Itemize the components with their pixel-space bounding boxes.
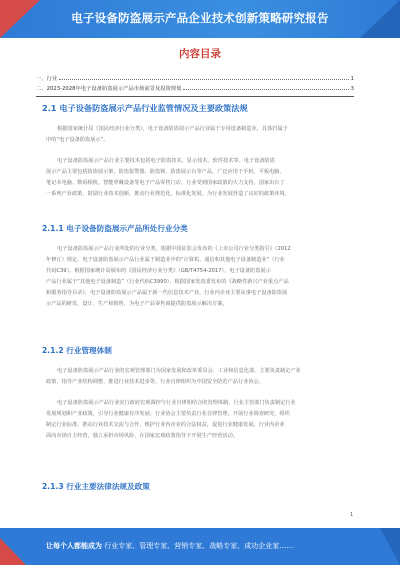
- paragraph: [46, 244, 352, 310]
- toc-leader-dots: [183, 89, 348, 90]
- paragraph: [46, 366, 352, 388]
- toc-item-page: 3: [350, 86, 354, 92]
- toc-leader-dots: [59, 79, 348, 80]
- toc-item[interactable]: [36, 82, 354, 92]
- page-number: 1: [350, 512, 354, 518]
- text-line: 面向市场自主经营，独立承担市场风险，在国家宏观政策指导下开展生产经营活动。: [46, 433, 238, 439]
- paragraph: [46, 398, 352, 442]
- toc-divider: [36, 96, 354, 97]
- footer-slogan-text: 行业专家、管理专家、营销专家、战略专家、成功企业家……: [104, 542, 294, 550]
- text-line: 电子设备防盗展示产品行业所处的行业分类，根据中国证监会发布的《上市公司行业分类指引》（2012: [57, 246, 291, 252]
- toc-item-label: 二、2023-2028年电子设备防盗展示产品市场前景及投资规划: [36, 86, 182, 92]
- text-line: 电子设备防盗展示产品行业主要技术包括电子防盗技术、显示技术、软件技术等。电子设备防盗: [57, 158, 275, 164]
- toc-item-label: 一、行业: [36, 76, 58, 82]
- page-footer-banner: [0, 528, 400, 565]
- text-line: 中的“电子设备防盗展示”。: [46, 137, 109, 143]
- toc-title: 内容目录: [179, 48, 221, 60]
- text-line: 根据国家统计局《国民经济行业分类》，电子设备防盗展示产品行业属于专用设备制造业，具体归属于: [57, 126, 288, 132]
- text-line: 示产品的研发、设计、生产和销售，为电子产品零售商提供防盗展示解决方案。: [46, 301, 228, 307]
- text-line: 和服务指导目录》，电子设备防盗展示产品属于新一代信息技术产业。行业内企业主要从事电子设备防盗展: [46, 290, 288, 296]
- subsection-heading: 2.1.3 行业主要法律法规及政策: [42, 482, 150, 491]
- text-line: 产品行业属于“其他电子设备制造”（行业代码C3990）。根据国家发改委发布的《战略性新兴产业重点产品: [46, 279, 289, 285]
- text-line: 笔记本电脑、数码相机、智能穿戴设备等电子产品零售门店。行业受到国家政策的大力支持，国家出台了: [46, 180, 285, 186]
- toc-item[interactable]: [36, 72, 354, 82]
- text-line: 电子设备防盗展示产品行业实行政府宏观调控与行业自律相结合的管理体制。行业主管部门负责制定行业: [57, 400, 296, 406]
- subsection-heading: 2.1.2 行业管理体制: [42, 346, 112, 355]
- text-line: 代码C39）。根据国家统计局颁布的《国民经济行业分类》（GB/T4754-2017），电子设备防盗展示: [46, 268, 271, 274]
- footer-slogan-lead: 让每个人都能成为: [46, 542, 102, 550]
- text-line: 一系列产业政策，鼓励行业技术创新，推动行业规范化、标准化发展，为行业发展营造了良好的政策环境。: [46, 191, 290, 197]
- toc-item-page: 1: [350, 76, 354, 82]
- paragraph: [46, 124, 352, 146]
- text-line: 发展规划和产业政策，引导行业健康有序发展；行业协会主要负责行业自律管理，开展行业调查研究，组织: [46, 411, 290, 417]
- section-heading: 2.1 电子设备防盗展示产品行业监管情况及主要政策法规: [42, 103, 248, 113]
- table-of-contents: [36, 72, 354, 92]
- paragraph: [46, 156, 352, 200]
- text-line: 年修订）规定，电子设备防盗展示产品行业属于制造业中的“计算机、通信和其他电子设备制造业”（行业: [46, 257, 285, 263]
- text-line: 电子设备防盗展示产品行业的宏观管理部门为国家发展和改革委员会、工业和信息化部，主要负责制定产业: [57, 368, 301, 374]
- text-line: 制定行业标准，推动行业技术交流与合作，维护行业内企业的合法权益，促进行业健康发展。行业内企业: [46, 422, 285, 428]
- page-header-banner: [0, 0, 400, 38]
- footer-slogan: [46, 541, 293, 551]
- text-line: 政策、指导产业结构调整、推进行业技术进步等。行业自律组织为中国安全防范产品行业协会。: [46, 379, 264, 385]
- subsection-heading: 2.1.1 电子设备防盗展示产品所处行业分类: [42, 224, 188, 233]
- report-title: 电子设备防盗展示产品企业技术创新策略研究报告: [71, 11, 329, 25]
- text-line: 展示产品主要包括防盗展示架、防盗报警器、防盗锁、防盗展示台等产品，广泛应用于手机、平板电脑、: [46, 169, 285, 175]
